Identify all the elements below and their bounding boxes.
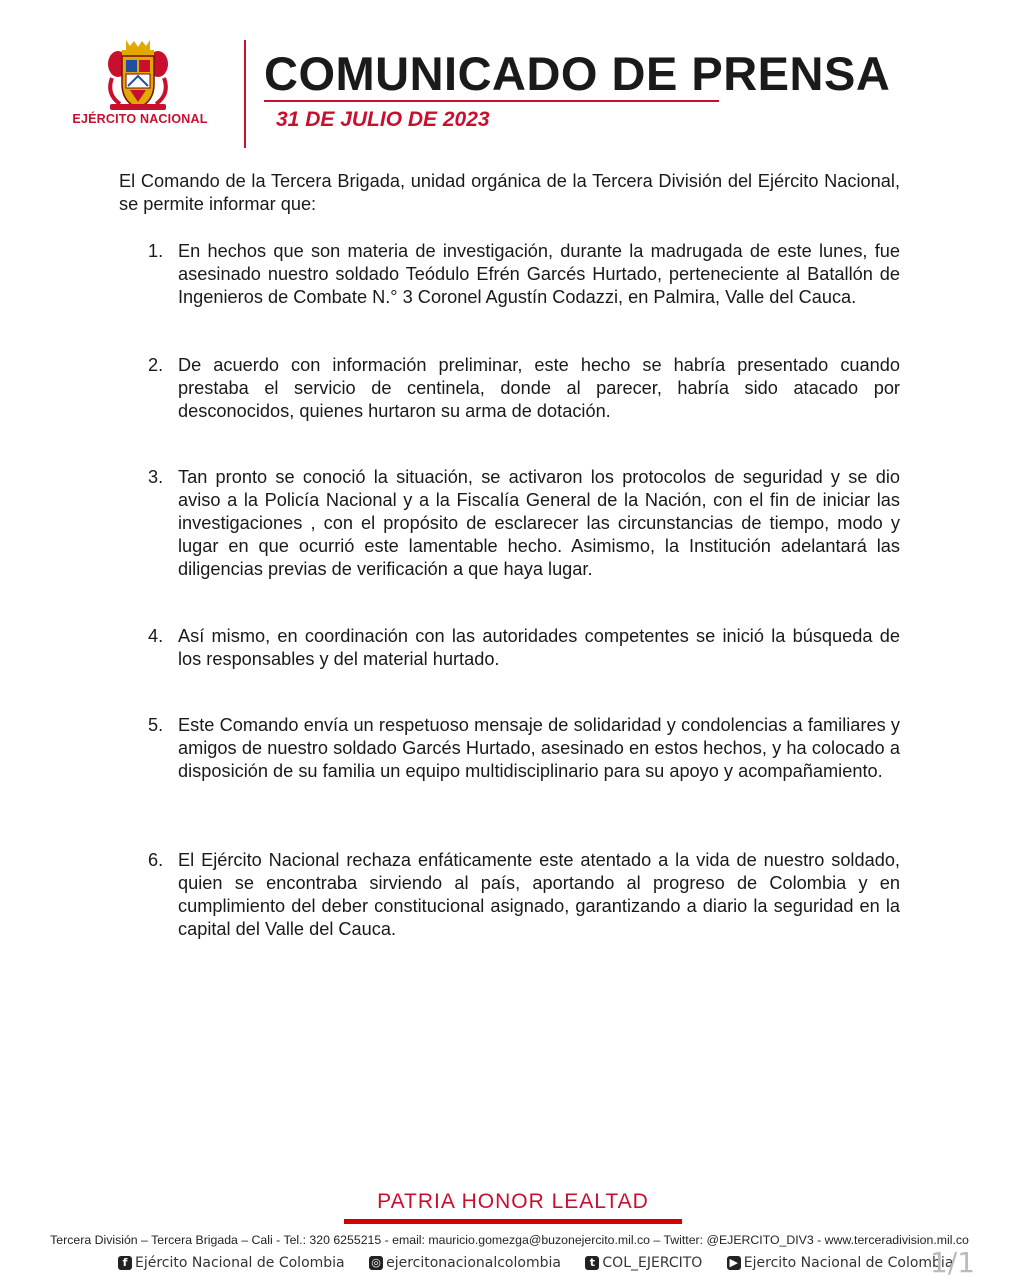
youtube-icon: ▶ bbox=[727, 1256, 741, 1270]
item-text: En hechos que son materia de investigación, durante la madrugada de este lunes, fue asesinado nuestro soldado Teódulo Efrén Garcés Hurtado, perteneciente al Batallón de Ingenieros de Combate N.° 3 Coronel Agustín Codazzi, en Palmira, Valle del Cauca. bbox=[178, 241, 900, 307]
motto: PATRIA HONOR LEALTAD bbox=[377, 1190, 649, 1213]
item-number: 3. bbox=[148, 467, 164, 487]
social-label: Ejército Nacional de Colombia bbox=[135, 1255, 345, 1271]
item-number: 4. bbox=[148, 626, 164, 646]
social-links bbox=[118, 1254, 973, 1274]
social-label: ejercitonacionalcolombia bbox=[386, 1255, 561, 1271]
item-text: Tan pronto se conoció la situación, se activaron los protocolos de seguridad y se dio aviso a la Policía Nacional y a la Fiscalía General de la Nación, con el fin de iniciar las investigaciones , con el propósito de esclarecer las circunstancias de tiempo, modo y lugar en que ocurrió este lamentable hecho. Asimismo, la Institución adelantará las diligencias previas de verificación a que haya lugar. bbox=[178, 467, 900, 579]
document-date: 31 DE JULIO DE 2023 bbox=[276, 108, 490, 131]
page-number: 1/1 bbox=[930, 1246, 976, 1279]
item-text: Así mismo, en coordinación con las autoridades competentes se inició la búsqueda de los responsables y del material hurtado. bbox=[178, 626, 900, 669]
intro-paragraph: El Comando de la Tercera Brigada, unidad orgánica de la Tercera División del Ejército Nacional, se permite informar que: bbox=[119, 171, 900, 214]
list-item bbox=[148, 466, 900, 581]
item-text: El Ejército Nacional rechaza enfáticamente este atentado a la vida de nuestro soldado, quien se encontraba sirviendo al país, aportando al progreso de Colombia y en cumplimiento del deber constitucional asignado, garantizando a diario la seguridad en la capital del Valle del Cauca. bbox=[178, 850, 900, 939]
item-number: 6. bbox=[148, 850, 164, 870]
social-facebook[interactable] bbox=[118, 1255, 345, 1271]
social-label: COL_EJERCITO bbox=[602, 1255, 703, 1271]
list-item bbox=[148, 354, 900, 423]
item-number: 2. bbox=[148, 355, 164, 375]
army-crest-logo bbox=[106, 38, 170, 112]
item-number: 1. bbox=[148, 241, 164, 261]
motto-underline bbox=[344, 1219, 682, 1224]
header-divider bbox=[244, 40, 246, 148]
organization-name: EJÉRCITO NACIONAL bbox=[72, 112, 208, 126]
list-item bbox=[148, 714, 900, 783]
social-instagram[interactable] bbox=[369, 1255, 561, 1271]
twitter-icon: t bbox=[585, 1256, 599, 1270]
facebook-icon: f bbox=[118, 1256, 132, 1270]
item-text: Este Comando envía un respetuoso mensaje de solidaridad y condolencias a familiares y amigos de nuestro soldado Garcés Hurtado, asesinado en estos hechos, y ha colocado a disposición de su familia un equipo multidisciplinario para su apoyo y acompañamiento. bbox=[178, 715, 900, 781]
social-youtube[interactable] bbox=[727, 1255, 954, 1271]
title-underline bbox=[264, 100, 719, 102]
list-item bbox=[148, 625, 900, 671]
document-title: COMUNICADO DE PRENSA bbox=[264, 47, 891, 100]
social-twitter[interactable] bbox=[585, 1255, 702, 1271]
item-text: De acuerdo con información preliminar, este hecho se habría presentado cuando prestaba el servicio de centinela, donde al parecer, habría sido atacado por desconocidos, quienes hurtaron su arma de dotación. bbox=[178, 355, 900, 421]
social-label: Ejercito Nacional de Colombia bbox=[743, 1255, 954, 1271]
list-item bbox=[148, 240, 900, 309]
instagram-icon: ◎ bbox=[369, 1256, 383, 1270]
document-header bbox=[0, 0, 1019, 160]
list-item bbox=[148, 849, 900, 941]
contact-line: Tercera División – Tercera Brigada – Cali - Tel.: 320 6255215 - email: mauricio.gomezga@buzonejercito.mil.co – Twitter: @EJERCITO_DIV3 - www.terceradivision.mil.co bbox=[50, 1233, 969, 1247]
item-number: 5. bbox=[148, 715, 164, 735]
